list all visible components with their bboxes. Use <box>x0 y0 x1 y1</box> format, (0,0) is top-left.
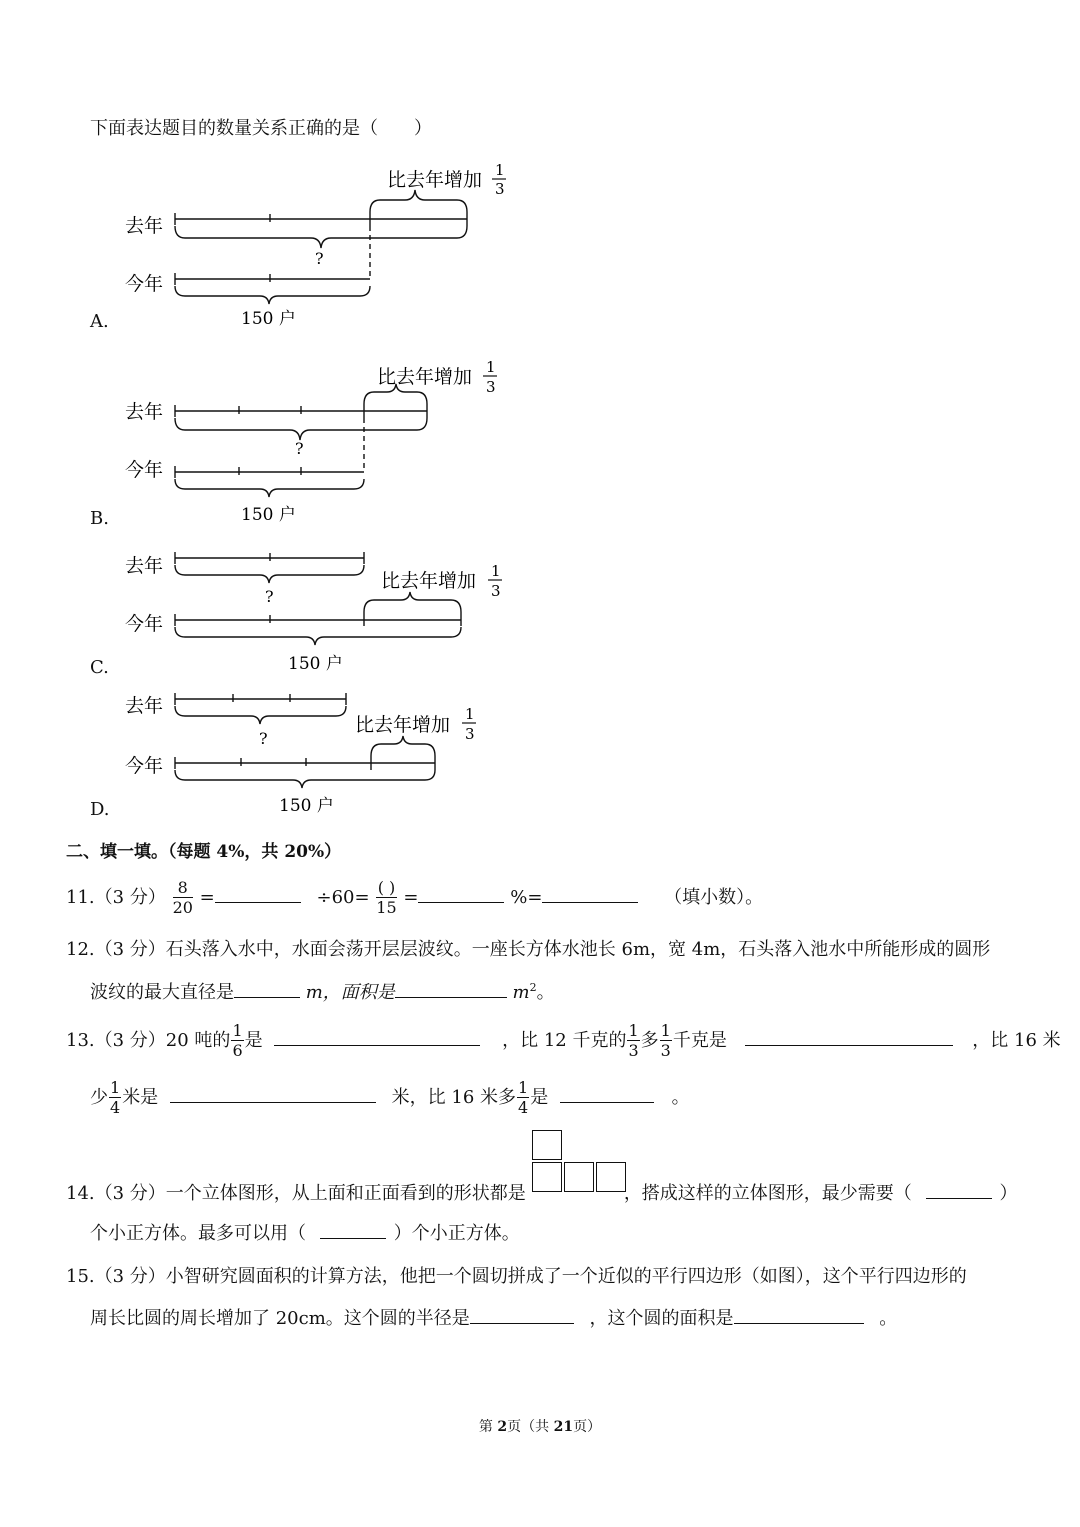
q13-fraction: $\frac{1}{3}$ <box>628 1021 639 1060</box>
q11-fraction-1: $\frac{8}{20}$ <box>172 878 193 917</box>
label-last-year: 去年 <box>125 401 164 423</box>
answer-blank[interactable] <box>560 1084 654 1103</box>
question-intro: 下面表达题目的数量关系正确的是（ ） <box>90 118 432 139</box>
frac-den: 3 <box>495 180 505 198</box>
answer-blank[interactable] <box>215 884 301 903</box>
question-15-line2: 周长比圆的周长增加了 20cm。这个圆的半径是 ，这个圆的面积是 。 <box>90 1304 897 1330</box>
label-increase: 比去年增加 <box>381 570 477 592</box>
frac-den: 3 <box>465 725 475 743</box>
section-heading: 二、填一填。（每题 4%，共 20%） <box>66 842 342 862</box>
question-15-line1: 15.（3 分）小智研究圆面积的计算方法，他把一个圆切拼成了一个近似的平行四边形（如图），这个平行四边形的 <box>66 1266 967 1287</box>
answer-blank[interactable] <box>234 979 300 998</box>
label-this-year: 今年 <box>125 755 164 777</box>
q13-fraction: $\frac{1}{4}$ <box>518 1078 529 1117</box>
label-last-year: 去年 <box>125 555 164 577</box>
label-households: 150 户 <box>288 654 343 674</box>
label-question: ? <box>259 729 268 748</box>
label-households: 150 户 <box>241 309 296 328</box>
answer-blank[interactable] <box>395 979 507 998</box>
frac-num: 1 <box>465 705 475 723</box>
frac-den: 3 <box>491 582 501 600</box>
label-question: ? <box>265 587 274 606</box>
label-households: 150 户 <box>241 505 296 525</box>
answer-blank[interactable] <box>542 884 638 903</box>
answer-blank[interactable] <box>470 1305 574 1324</box>
question-11: 11.（3 分） $\frac{8}{20}$ = ÷60= $\frac{( )}{15}$ = %= （填小数）。 <box>66 878 764 917</box>
frac-num: 1 <box>486 358 496 376</box>
q13-fraction: $\frac{1}{4}$ <box>110 1078 121 1117</box>
option-a[interactable]: A. <box>90 311 109 332</box>
diagram-c <box>115 544 535 679</box>
label-this-year: 今年 <box>125 613 164 635</box>
label-households: 150 户 <box>279 796 334 816</box>
frac-num: 1 <box>491 562 501 580</box>
question-12-line1: 12.（3 分）石头落入水中，水面会荡开层层波纹。一座长方体水池长 6m，宽 4m，石头落入池水中所能形成的圆形 <box>66 939 991 960</box>
frac-num: 1 <box>495 161 505 179</box>
diagram-a <box>115 158 535 328</box>
label-increase: 比去年增加 <box>355 714 451 736</box>
question-13-line2: 少 $\frac{1}{4}$ 米是 米，比 16 米多 $\frac{1}{4}$ 是 。 <box>90 1078 690 1117</box>
option-c[interactable]: C. <box>90 657 109 678</box>
question-12-line2: 波纹的最大直径是 m，面积是 $m^2$。 <box>90 981 555 1003</box>
q13-fraction: $\frac{1}{6}$ <box>232 1021 243 1060</box>
label-this-year: 今年 <box>125 273 164 295</box>
diagram-d <box>115 686 535 821</box>
page-footer: 第 2页（共 21页） <box>478 1419 602 1435</box>
label-question: ? <box>295 439 304 458</box>
diagram-b <box>115 358 535 528</box>
label-question: ? <box>315 249 324 268</box>
question-13-line1: 13.（3 分）20 吨的 $\frac{1}{6}$ 是 ，比 12 千克的 $\frac{1}{3}$ 多 $\frac{1}{3}$ 千克是 ，比 16 米 <box>66 1021 1061 1060</box>
option-d[interactable]: D. <box>90 799 110 820</box>
answer-blank[interactable] <box>734 1305 864 1324</box>
label-increase: 比去年增加 <box>387 169 483 191</box>
q11-fraction-2: $\frac{( )}{15}$ <box>376 878 397 917</box>
option-b[interactable]: B. <box>90 508 109 529</box>
answer-blank[interactable] <box>418 884 504 903</box>
answer-blank[interactable] <box>745 1027 953 1046</box>
q11-score: （3 分） <box>94 887 166 908</box>
label-increase: 比去年增加 <box>377 366 473 388</box>
question-14-line2: 个小正方体。最多可以用（ ）个小正方体。 <box>90 1219 520 1245</box>
label-last-year: 去年 <box>125 215 164 237</box>
label-last-year: 去年 <box>125 695 164 717</box>
label-this-year: 今年 <box>125 459 164 481</box>
question-14-line1: 14.（3 分）一个立体图形，从上面和正面看到的形状都是 ，搭成这样的立体图形，最少需要（ ） <box>66 1179 1018 1205</box>
frac-den: 3 <box>486 378 496 396</box>
answer-blank[interactable] <box>320 1220 386 1239</box>
answer-blank[interactable] <box>274 1027 480 1046</box>
q13-fraction: $\frac{1}{3}$ <box>660 1021 671 1060</box>
answer-blank[interactable] <box>926 1180 992 1199</box>
q11-number: 11. <box>66 887 95 908</box>
answer-blank[interactable] <box>170 1084 376 1103</box>
